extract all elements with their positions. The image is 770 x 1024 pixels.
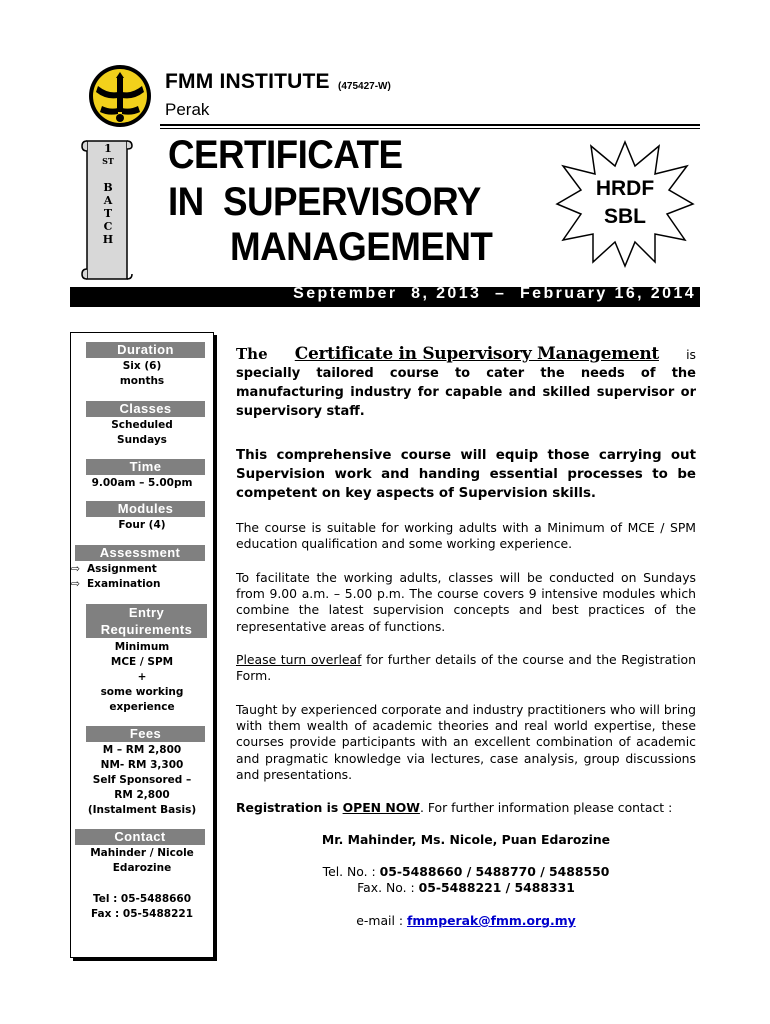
fax-value: 05-5488221 / 5488331 — [418, 880, 575, 895]
contact-line: Mahinder / Nicole — [90, 847, 194, 859]
assessment-heading: Assessment — [75, 545, 205, 561]
contact-line: Edarozine — [112, 862, 172, 874]
entry-line: MCE / SPM — [110, 656, 174, 668]
entry-requirements-value — [75, 640, 209, 715]
batch-letter: A — [103, 194, 113, 207]
batch-letter: C — [103, 220, 113, 233]
modules-value: Four (4) — [118, 519, 166, 531]
fax-line — [236, 880, 696, 896]
registration-prefix: Registration is — [236, 800, 343, 815]
registration-status: OPEN NOW — [342, 800, 420, 815]
classes-heading: Classes — [86, 401, 205, 417]
fees-heading: Fees — [86, 726, 205, 742]
assessment-item: Examination — [87, 578, 161, 590]
title-line-1: CERTIFICATE — [168, 133, 403, 177]
time-value: 9.00am – 5.00pm — [91, 477, 193, 489]
intro-is: is — [686, 347, 696, 362]
duration-value — [75, 359, 209, 389]
course-info-sidebar — [70, 332, 214, 958]
classes-value — [75, 418, 209, 448]
schedule-paragraph: To facilitate the working adults, classes will be conducted on Sundays from 9.00 a.m. – 5.00 p.m. The course covers 9 intensive modules which combine the latest supervision concepts and best practices of the representative areas of functions. — [236, 570, 696, 634]
title-line-3: MANAGEMENT — [230, 225, 493, 269]
email-link[interactable]: fmmperak@fmm.org.my — [407, 913, 576, 928]
arrow-right-icon: ⇨ — [71, 578, 80, 590]
batch-letter: T — [103, 207, 113, 220]
modules-heading: Modules — [86, 501, 205, 517]
classes-line: Sundays — [117, 434, 167, 446]
entry-line: + — [137, 671, 147, 683]
title-line-2: IN SUPERVISORY — [168, 180, 481, 224]
description-paragraph: This comprehensive course will equip those carrying out Supervision work and handing essential processes to be competent on key aspects of Supervision skills. — [236, 448, 696, 501]
course-name: Certificate in Supervisory Management — [294, 344, 659, 364]
duration-line: months — [119, 375, 165, 387]
fee-line: M – RM 2,800 — [102, 744, 182, 756]
registration-paragraph — [236, 800, 696, 816]
overleaf-rest: for further details of the course and the Registration Form. — [236, 652, 696, 684]
registration-number: (475427-W) — [338, 81, 391, 92]
tel-value: 05-5488660 / 5488770 / 5488550 — [379, 864, 610, 879]
fee-line: Self Sponsored – — [92, 774, 192, 786]
fax-label: Fax. No. : — [357, 880, 419, 895]
entry-line: experience — [109, 701, 175, 713]
overleaf-paragraph — [236, 652, 696, 684]
institute-name: FMM INSTITUTE — [165, 70, 330, 93]
time-heading: Time — [86, 459, 205, 475]
batch-label — [88, 142, 128, 246]
assessment-list — [71, 562, 195, 592]
institute-location: Perak — [165, 100, 210, 119]
duration-heading: Duration — [86, 342, 205, 358]
header-rule — [160, 124, 700, 126]
telephone-line — [236, 864, 696, 880]
entry-requirements-heading — [86, 604, 207, 638]
contact-fax: Fax : 05-5488221 — [90, 908, 194, 920]
fee-line: RM 2,800 — [114, 789, 170, 801]
arrow-right-icon: ⇨ — [71, 563, 80, 575]
fees-value — [75, 743, 209, 818]
list-item — [71, 562, 195, 577]
intro-rest: specially tailored course to cater the needs of the manufacturing industry for capable and skilled supervisor or supervisory staff. — [236, 365, 696, 419]
fee-line: (Instalment Basis) — [87, 804, 197, 816]
email-label: e-mail : — [356, 913, 407, 928]
fmm-logo-icon — [88, 64, 152, 128]
tel-label: Tel. No. : — [322, 864, 380, 879]
turn-overleaf-link[interactable]: Please turn overleaf — [236, 652, 362, 667]
batch-number: 1 — [104, 142, 112, 155]
batch-suffix: ST — [102, 156, 114, 166]
intro-the: The — [236, 345, 268, 363]
entry-heading-line: Entry — [128, 605, 165, 620]
list-item — [71, 577, 195, 592]
trainers-paragraph: Taught by experienced corporate and industry practitioners who will bring with them wealth of academic theories and real world expertise, these courses provide participants with an excellent combination of academic and pragmatic knowledge via lectures, case analysis, group discussions and presentations. — [236, 702, 696, 782]
registration-rest: . For further information please contact : — [419, 800, 673, 815]
intro-paragraph — [236, 346, 696, 421]
duration-line: Six (6) — [122, 360, 162, 372]
contact-value — [75, 846, 209, 922]
entry-heading-line: Requirements — [100, 622, 193, 637]
contact-tel: Tel : 05-5488660 — [92, 893, 192, 905]
badge-line-2: SBL — [604, 205, 646, 228]
entry-line: Minimum — [114, 641, 170, 653]
suitability-paragraph: The course is suitable for working adults with a Minimum of MCE / SPM education qualification and some working experience. — [236, 520, 696, 552]
assessment-item: Assignment — [87, 563, 157, 575]
email-line — [236, 913, 696, 929]
fee-line: NM- RM 3,300 — [100, 759, 184, 771]
entry-line: some working — [100, 686, 184, 698]
course-dates: September 8, 2013 – February 16, 2014 — [293, 285, 696, 302]
badge-line-1: HRDF — [595, 177, 655, 200]
hrdf-badge-text — [585, 175, 665, 231]
batch-letter: B — [103, 181, 113, 194]
header-rule-thin — [160, 128, 700, 129]
contact-heading: Contact — [75, 829, 205, 845]
batch-letter: H — [102, 233, 114, 246]
contact-names: Mr. Mahinder, Ms. Nicole, Puan Edarozine — [321, 832, 611, 847]
classes-line: Scheduled — [111, 419, 173, 431]
